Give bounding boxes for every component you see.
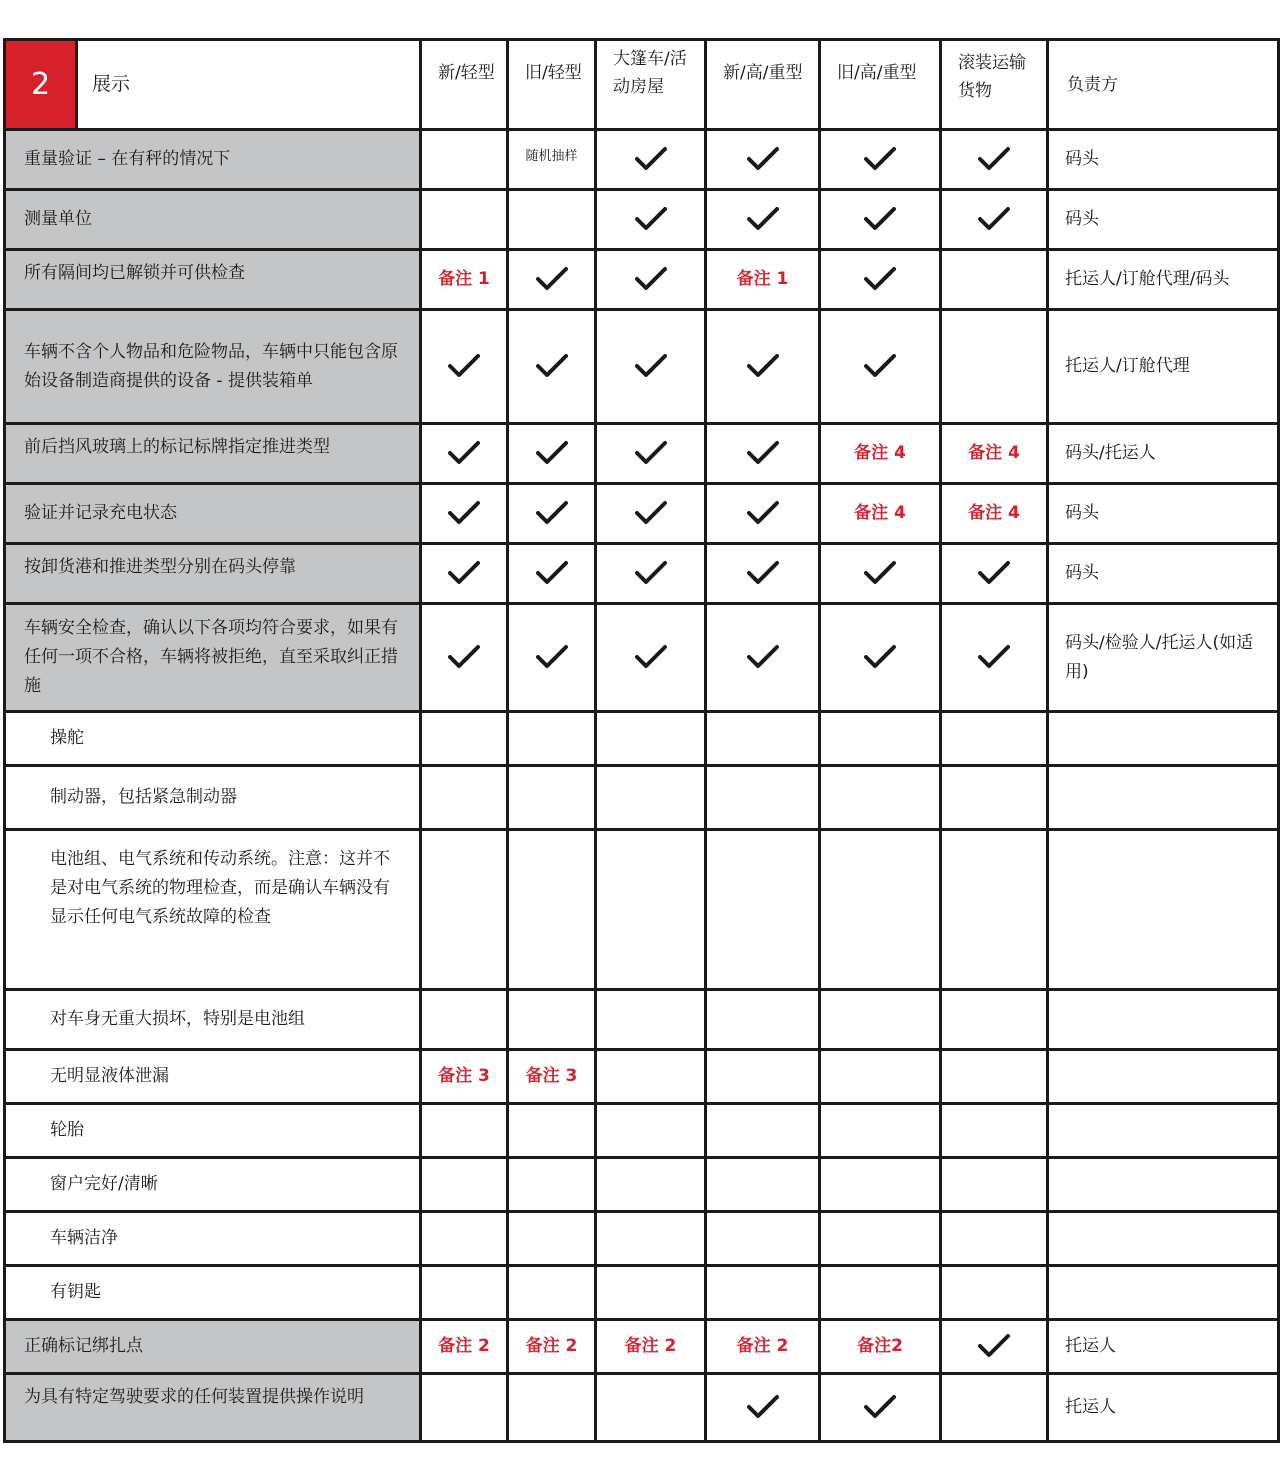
value-cell xyxy=(941,1266,1048,1320)
responsible-party xyxy=(1048,1050,1279,1104)
value-cell xyxy=(508,1158,596,1212)
row-label: 前后挡风玻璃上的标记标牌指定推进类型 xyxy=(5,424,421,484)
table-row xyxy=(5,310,1279,424)
checkmark-icon xyxy=(746,146,780,172)
value-cell xyxy=(820,766,941,830)
table-row xyxy=(5,130,1279,190)
value-cell xyxy=(596,310,706,424)
value-cell xyxy=(941,250,1048,310)
table-row xyxy=(5,1266,1279,1320)
value-cell xyxy=(706,1158,820,1212)
value-cell xyxy=(706,190,820,250)
row-label: 制动器，包括紧急制动器 xyxy=(5,766,421,830)
value-cell xyxy=(508,130,596,190)
value-cell xyxy=(596,1158,706,1212)
note-reference: 备注 3 xyxy=(525,1066,578,1086)
row-label: 车辆不含个人物品和危险物品，车辆中只能包含原始设备制造商提供的设备 - 提供装箱单 xyxy=(5,310,421,424)
value-cell xyxy=(596,830,706,990)
checkmark-icon xyxy=(746,500,780,526)
column-header-used-heavy: 旧/高/重型 xyxy=(820,40,941,130)
value-cell xyxy=(421,712,508,766)
checkmark-icon xyxy=(634,440,668,466)
checkmark-icon xyxy=(746,353,780,379)
value-cell xyxy=(421,830,508,990)
row-label: 正确标记绑扎点 xyxy=(5,1320,421,1374)
checkmark-icon xyxy=(447,644,481,670)
responsible-party: 托运人 xyxy=(1048,1374,1279,1442)
row-label: 验证并记录充电状态 xyxy=(5,484,421,544)
value-cell xyxy=(820,1050,941,1104)
responsible-party: 码头 xyxy=(1048,190,1279,250)
value-cell xyxy=(706,604,820,712)
value-cell xyxy=(941,310,1048,424)
checkmark-icon xyxy=(863,1394,897,1420)
value-cell xyxy=(596,424,706,484)
checkmark-icon xyxy=(634,500,668,526)
responsible-party xyxy=(1048,830,1279,990)
responsible-party xyxy=(1048,712,1279,766)
value-cell xyxy=(706,1266,820,1320)
row-label: 为具有特定驾驶要求的任何装置提供操作说明 xyxy=(5,1374,421,1442)
checkmark-icon xyxy=(535,353,569,379)
value-cell xyxy=(706,250,820,310)
value-cell xyxy=(706,1320,820,1374)
responsible-party xyxy=(1048,766,1279,830)
value-cell xyxy=(941,712,1048,766)
table-row xyxy=(5,830,1279,990)
table-row xyxy=(5,1374,1279,1442)
value-cell xyxy=(706,544,820,604)
column-header-caravan: 大篷车/活动房屋 xyxy=(596,40,706,130)
checkmark-icon xyxy=(447,560,481,586)
checkmark-icon xyxy=(863,644,897,670)
checkmark-icon xyxy=(746,440,780,466)
value-cell xyxy=(941,1374,1048,1442)
checkmark-icon xyxy=(634,206,668,232)
value-cell xyxy=(421,130,508,190)
value-cell xyxy=(508,1212,596,1266)
checkmark-icon xyxy=(977,146,1011,172)
value-cell xyxy=(706,1212,820,1266)
responsible-party: 码头/托运人 xyxy=(1048,424,1279,484)
value-cell xyxy=(820,1212,941,1266)
value-cell xyxy=(508,990,596,1050)
responsible-party: 码头 xyxy=(1048,130,1279,190)
value-cell xyxy=(820,190,941,250)
value-cell xyxy=(508,250,596,310)
value-cell xyxy=(706,1050,820,1104)
checkmark-icon xyxy=(746,560,780,586)
value-cell xyxy=(508,190,596,250)
value-cell xyxy=(421,250,508,310)
table-row xyxy=(5,250,1279,310)
value-cell xyxy=(421,484,508,544)
row-label: 电池组、电气系统和传动系统。注意：这并不是对电气系统的物理检查，而是确认车辆没有显示任何电气系统故障的检查 xyxy=(5,830,421,990)
value-cell xyxy=(820,990,941,1050)
row-label: 轮胎 xyxy=(5,1104,421,1158)
value-cell xyxy=(596,766,706,830)
row-label: 对车身无重大损坏，特别是电池组 xyxy=(5,990,421,1050)
note-reference: 备注 4 xyxy=(968,503,1020,523)
note-reference: 备注2 xyxy=(857,1336,903,1356)
responsible-party: 托运人 xyxy=(1048,1320,1279,1374)
value-cell xyxy=(941,484,1048,544)
value-cell xyxy=(941,1050,1048,1104)
value-cell xyxy=(508,766,596,830)
value-cell xyxy=(421,604,508,712)
row-label: 操舵 xyxy=(5,712,421,766)
checkmark-icon xyxy=(863,146,897,172)
checkmark-icon xyxy=(746,206,780,232)
value-cell xyxy=(596,604,706,712)
table-row xyxy=(5,1212,1279,1266)
value-cell xyxy=(508,1266,596,1320)
table-row xyxy=(5,1050,1279,1104)
column-header-new-heavy: 新/高/重型 xyxy=(706,40,820,130)
value-cell xyxy=(941,424,1048,484)
value-cell xyxy=(941,830,1048,990)
checkmark-icon xyxy=(535,644,569,670)
value-cell xyxy=(508,424,596,484)
value-cell xyxy=(508,604,596,712)
value-cell xyxy=(421,766,508,830)
responsible-party: 码头 xyxy=(1048,544,1279,604)
note-reference: 备注 2 xyxy=(525,1336,578,1356)
checkmark-icon xyxy=(863,353,897,379)
table-row xyxy=(5,990,1279,1050)
value-cell xyxy=(820,830,941,990)
responsible-party: 托运人/订舱代理/码头 xyxy=(1048,250,1279,310)
value-cell xyxy=(508,1320,596,1374)
note-reference: 备注 2 xyxy=(624,1336,677,1356)
responsible-party: 码头 xyxy=(1048,484,1279,544)
value-cell xyxy=(820,250,941,310)
note-reference: 备注 4 xyxy=(968,443,1020,463)
value-cell xyxy=(706,424,820,484)
value-cell xyxy=(820,130,941,190)
column-header-responsible: 负责方 xyxy=(1048,40,1279,130)
column-header-new-light: 新/轻型 xyxy=(421,40,508,130)
value-cell xyxy=(508,484,596,544)
note-reference: 备注 1 xyxy=(736,269,789,289)
table-row xyxy=(5,424,1279,484)
value-cell xyxy=(596,544,706,604)
table-row xyxy=(5,712,1279,766)
table-row xyxy=(5,1320,1279,1374)
note-reference: 备注 4 xyxy=(854,443,906,463)
checkmark-icon xyxy=(863,560,897,586)
checkmark-icon xyxy=(634,560,668,586)
responsible-party xyxy=(1048,1158,1279,1212)
value-cell xyxy=(421,190,508,250)
value-cell xyxy=(820,1158,941,1212)
value-cell xyxy=(820,484,941,544)
value-cell xyxy=(596,1050,706,1104)
checkmark-icon xyxy=(535,560,569,586)
value-cell xyxy=(820,310,941,424)
value-cell xyxy=(941,1158,1048,1212)
note-reference: 备注 2 xyxy=(736,1336,789,1356)
checkmark-icon xyxy=(634,146,668,172)
responsible-party xyxy=(1048,990,1279,1050)
value-cell xyxy=(706,484,820,544)
row-label: 窗户完好/清晰 xyxy=(5,1158,421,1212)
value-cell xyxy=(508,544,596,604)
checkmark-icon xyxy=(746,644,780,670)
value-cell xyxy=(421,1320,508,1374)
table-row xyxy=(5,190,1279,250)
checkmark-icon xyxy=(447,500,481,526)
value-cell xyxy=(421,1104,508,1158)
value-cell xyxy=(596,190,706,250)
table-row xyxy=(5,484,1279,544)
checkmark-icon xyxy=(535,266,569,292)
row-label: 车辆安全检查，确认以下各项均符合要求，如果有任何一项不合格，车辆将被拒绝，直至采取纠正措施 xyxy=(5,604,421,712)
row-label: 重量验证 – 在有秤的情况下 xyxy=(5,130,421,190)
checkmark-icon xyxy=(977,1333,1011,1359)
value-cell xyxy=(596,1104,706,1158)
row-label: 无明显液体泄漏 xyxy=(5,1050,421,1104)
value-cell xyxy=(706,712,820,766)
row-label: 车辆洁净 xyxy=(5,1212,421,1266)
note-reference: 备注 1 xyxy=(438,269,490,289)
value-cell xyxy=(596,1320,706,1374)
table-row xyxy=(5,544,1279,604)
value-cell xyxy=(706,1374,820,1442)
value-cell xyxy=(421,1374,508,1442)
checkmark-icon xyxy=(863,206,897,232)
checkmark-icon xyxy=(634,353,668,379)
checkmark-icon xyxy=(535,440,569,466)
value-cell xyxy=(596,484,706,544)
value-cell xyxy=(508,712,596,766)
row-label: 按卸货港和推进类型分别在码头停靠 xyxy=(5,544,421,604)
responsible-party xyxy=(1048,1104,1279,1158)
value-cell xyxy=(508,310,596,424)
value-cell xyxy=(941,990,1048,1050)
value-cell xyxy=(941,1104,1048,1158)
value-cell xyxy=(421,1266,508,1320)
section-title: 展示 xyxy=(77,40,421,130)
value-cell xyxy=(596,250,706,310)
value-cell xyxy=(421,1050,508,1104)
responsible-party: 托运人/订舱代理 xyxy=(1048,310,1279,424)
checkmark-icon xyxy=(977,206,1011,232)
checkmark-icon xyxy=(535,500,569,526)
checkmark-icon xyxy=(447,440,481,466)
section-number: 2 xyxy=(5,40,77,130)
value-cell xyxy=(596,1212,706,1266)
note-reference: 备注 3 xyxy=(438,1066,490,1086)
value-cell xyxy=(820,1104,941,1158)
value-cell xyxy=(820,1320,941,1374)
value-cell xyxy=(820,424,941,484)
value-cell xyxy=(596,130,706,190)
checkmark-icon xyxy=(447,353,481,379)
value-cell xyxy=(421,990,508,1050)
cell-text: 随机抽样 xyxy=(525,149,578,164)
value-cell xyxy=(941,130,1048,190)
value-cell xyxy=(508,830,596,990)
value-cell xyxy=(941,190,1048,250)
value-cell xyxy=(706,990,820,1050)
value-cell xyxy=(421,1212,508,1266)
header-row xyxy=(5,40,1279,130)
row-label: 所有隔间均已解锁并可供检查 xyxy=(5,250,421,310)
checkmark-icon xyxy=(746,1394,780,1420)
checkmark-icon xyxy=(977,560,1011,586)
value-cell xyxy=(820,1374,941,1442)
value-cell xyxy=(596,990,706,1050)
value-cell xyxy=(508,1374,596,1442)
value-cell xyxy=(421,310,508,424)
column-header-used-light: 旧/轻型 xyxy=(508,40,596,130)
table-row xyxy=(5,1158,1279,1212)
table-row xyxy=(5,766,1279,830)
value-cell xyxy=(508,1104,596,1158)
value-cell xyxy=(596,712,706,766)
value-cell xyxy=(421,1158,508,1212)
value-cell xyxy=(706,766,820,830)
value-cell xyxy=(706,1104,820,1158)
value-cell xyxy=(421,544,508,604)
value-cell xyxy=(508,1050,596,1104)
value-cell xyxy=(941,1212,1048,1266)
value-cell xyxy=(421,424,508,484)
value-cell xyxy=(596,1374,706,1442)
value-cell xyxy=(941,604,1048,712)
value-cell xyxy=(941,544,1048,604)
row-label: 有钥匙 xyxy=(5,1266,421,1320)
note-reference: 备注 4 xyxy=(854,503,906,523)
value-cell xyxy=(706,130,820,190)
column-header-roro: 滚装运输货物 xyxy=(941,40,1048,130)
value-cell xyxy=(706,310,820,424)
checkmark-icon xyxy=(634,266,668,292)
value-cell xyxy=(941,1320,1048,1374)
value-cell xyxy=(596,1266,706,1320)
value-cell xyxy=(820,544,941,604)
checkmark-icon xyxy=(863,266,897,292)
value-cell xyxy=(820,1266,941,1320)
note-reference: 备注 2 xyxy=(438,1336,490,1356)
responsible-party xyxy=(1048,1266,1279,1320)
responsible-party xyxy=(1048,1212,1279,1266)
responsible-party: 码头/检验人/托运人(如适用) xyxy=(1048,604,1279,712)
table-row xyxy=(5,604,1279,712)
value-cell xyxy=(941,766,1048,830)
checkmark-icon xyxy=(977,644,1011,670)
table-row xyxy=(5,1104,1279,1158)
value-cell xyxy=(820,712,941,766)
row-label: 测量单位 xyxy=(5,190,421,250)
value-cell xyxy=(820,604,941,712)
checkmark-icon xyxy=(634,644,668,670)
value-cell xyxy=(706,830,820,990)
inspection-table xyxy=(3,38,1280,1443)
